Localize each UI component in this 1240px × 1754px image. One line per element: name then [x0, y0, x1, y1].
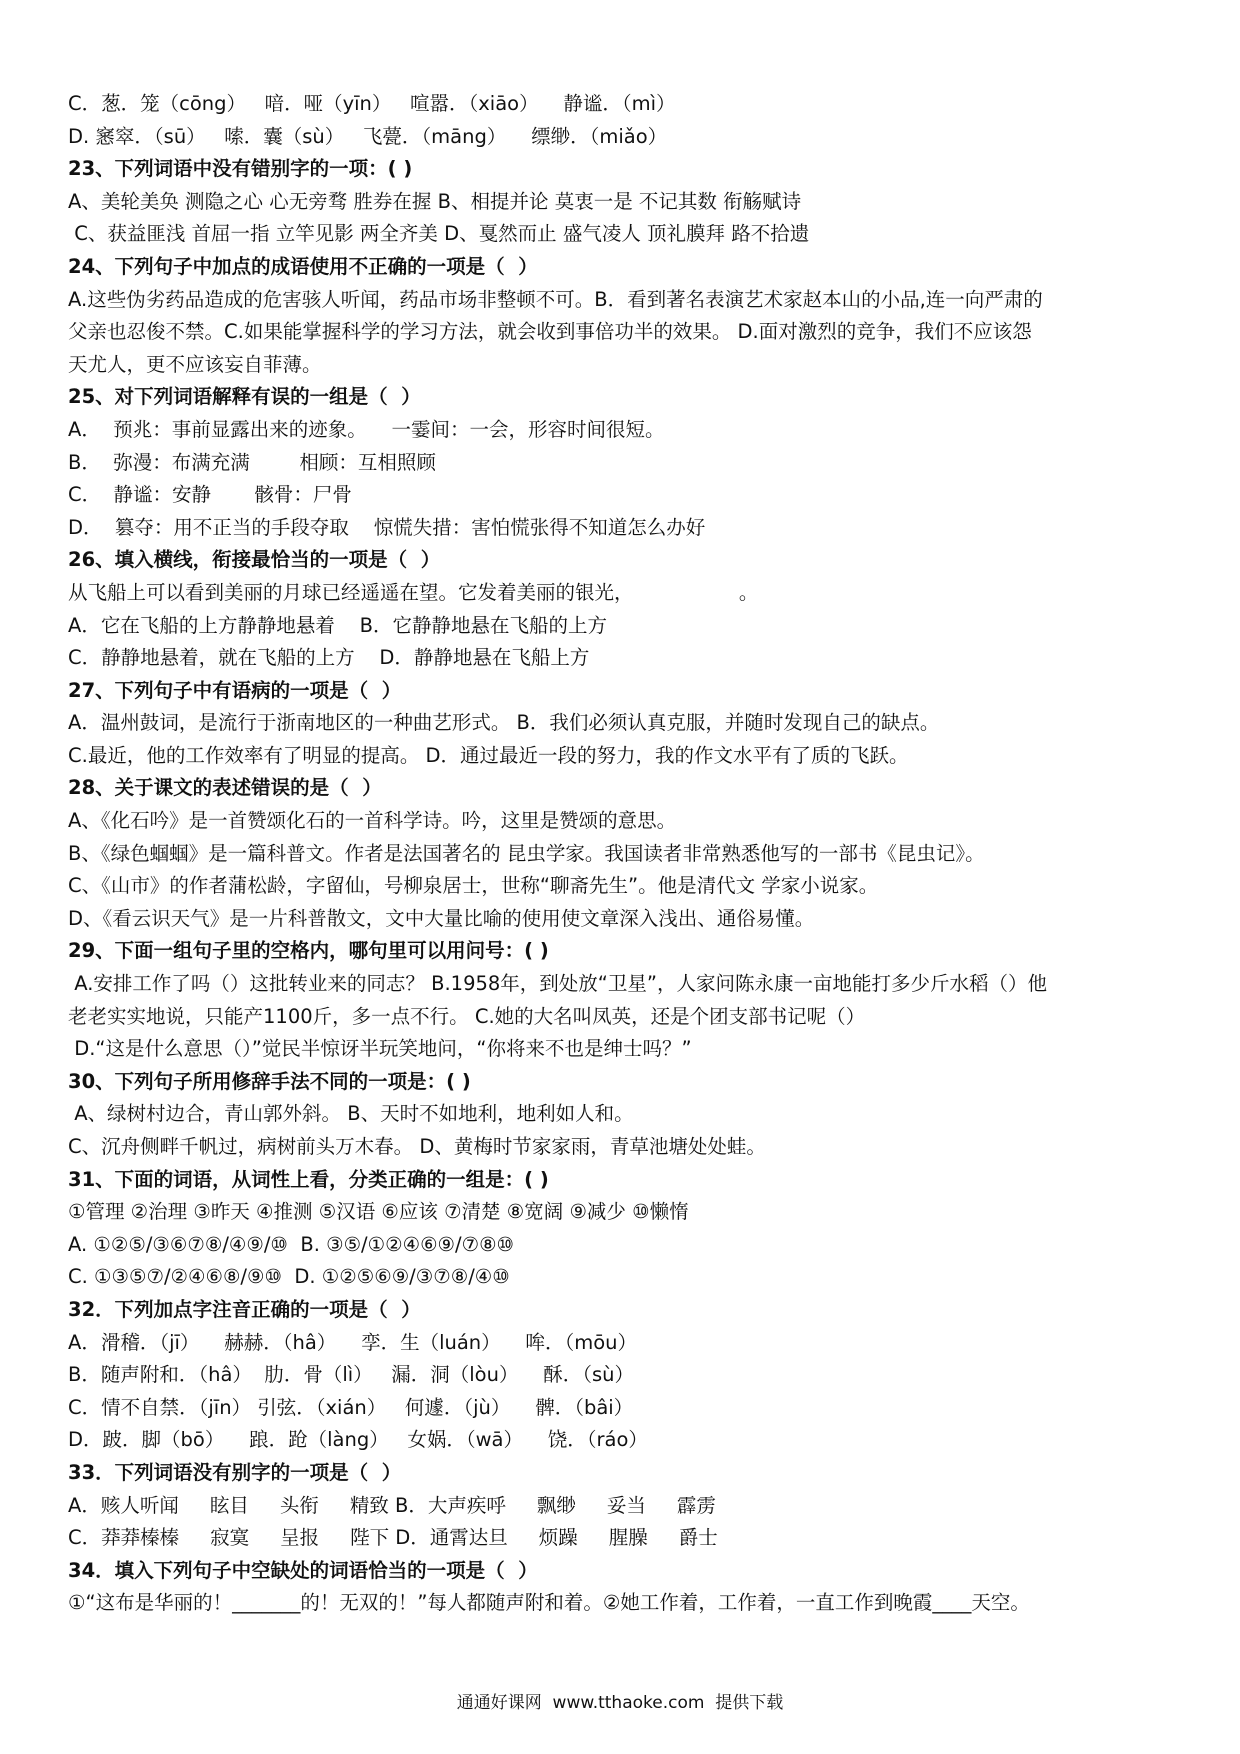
text-line: 从飞船上可以看到美丽的月球已经遥遥在望。它发着美丽的银光， 。: [68, 580, 759, 604]
question-heading: 28、关于课文的表述错误的是（ ）: [68, 776, 382, 800]
text-line: A．赅人听闻 眩目 头衔 精致 B．大声疾呼 飘缈 妥当 霹雳: [68, 1493, 716, 1517]
text-line: A．温州鼓词，是流行于浙南地区的一种曲艺形式。 B．我们必须认真克服，并随时发现自己的缺点。: [68, 711, 940, 735]
question-heading: 23、下列词语中没有错别字的一项：( ): [68, 157, 413, 181]
text-line: 老老实实地说，只能产1100斤，多一点不行。 C.她的大名叫凤英，还是个团支部书记呢（）: [68, 1004, 866, 1028]
question-heading: 33．下列词语没有别字的一项是（ ）: [68, 1460, 402, 1484]
document-body: [68, 88, 1182, 1620]
text-line: D. 窸窣．（sū） 嗦．囊（sù） 飞甍．（māng） 缥缈．（miǎo）: [68, 124, 668, 148]
page-footer: 通通好课网 www.tthaoke.com 提供下载: [456, 1693, 784, 1713]
text-line: C． 静谧：安静 骸骨：尸骨: [68, 483, 352, 507]
text-line: C、沉舟侧畔千帆过，病树前头万木春。 D、黄梅时节家家雨，青草池塘处处蛙。: [68, 1135, 766, 1158]
text-line: D.“这是什么意思（）”觉民半惊讶半玩笑地问，“你将来不也是绅士吗？”: [68, 1037, 692, 1061]
text-line: A.安排工作了吗（）这批转业来的同志？ B.1958年，到处放“卫星”，人家问陈永康一亩地能打多少斤水稻（）他: [68, 972, 1047, 996]
question-heading: 31、下面的词语，从词性上看，分类正确的一组是：( ): [68, 1167, 549, 1191]
text-line: D． 篡夺：用不正当的手段夺取 惊慌失措：害怕慌张得不知道怎么办好: [68, 515, 706, 539]
text-line: A.这些伪劣药品造成的危害骇人听闻，药品市场非整顿不可。B．看到著名表演艺术家赵本山的小品,连一向严肃的: [68, 287, 1043, 311]
question-heading: 32．下列加点字注音正确的一项是（ ）: [68, 1297, 421, 1321]
question-heading: 26、填入横线，衔接最恰当的一项是（ ）: [68, 548, 441, 572]
question-heading: 25、对下列词语解释有误的一组是（ ）: [68, 385, 421, 409]
text-line: A. ①②⑤/③⑥⑦⑧/④⑨/⑩ B. ③⑤/①②④⑥⑨/⑦⑧⑩: [68, 1232, 515, 1256]
text-line: B． 弥漫：布满充满 相顾：互相照顾: [68, 450, 436, 474]
question-heading: 29、下面一组句子里的空格内，哪句里可以用问号：( ): [68, 939, 549, 963]
text-line: 父亲也忍俊不禁。C.如果能掌握科学的学习方法，就会收到事倍功半的效果。 D.面对激烈的竞争，我们不应该怨: [68, 320, 1032, 344]
text-line: ①“这布是华丽的！_______的！无双的！”每人都随声附和着。②她工作着，工作着，一直工作到晚霞____天空。: [68, 1591, 1030, 1615]
text-line: D．跛．脚（bō） 踉．跄（làng） 女娲．（wā） 饶．（ráo）: [68, 1428, 648, 1452]
question-heading: 24、下列句子中加点的成语使用不正确的一项是（ ）: [68, 254, 538, 278]
text-line: ①管理 ②治理 ③昨天 ④推测 ⑤汉语 ⑥应该 ⑦清楚 ⑧宽阔 ⑨减少 ⑩懒惰: [68, 1200, 689, 1224]
text-line: C．情不自禁．（jīn） 引弦．（xián） 何遽．（jù） 髀．（bâi）: [68, 1395, 634, 1419]
text-line: D、《看云识天气》是一片科普散文，文中大量比喻的使用使文章深入浅出、通俗易懂。: [68, 906, 815, 930]
text-line: A、美轮美奂 测隐之心 心无旁骛 胜券在握 B、相提并论 莫衷一是 不记其数 衔觞赋诗: [68, 189, 802, 213]
question-heading: 27、下列句子中有语病的一项是（ ）: [68, 678, 402, 702]
text-line: C.最近，他的工作效率有了明显的提高。 D．通过最近一段的努力，我的作文水平有了质的飞跃。: [68, 743, 909, 767]
text-line: A． 预兆：事前显露出来的迹象。 一霎间：一会，形容时间很短。: [68, 417, 665, 441]
text-line: A．滑稽．（jī） 赫赫．（hâ） 孪．生（luán） 哞．（mōu）: [68, 1330, 637, 1354]
text-line: A、绿树村边合，青山郭外斜。 B、天时不如地利，地利如人和。: [68, 1102, 634, 1126]
text-line: B、《绿色蝈蝈》是一篇科普文。作者是法国著名的 昆虫学家。我国读者非常熟悉他写的一部书《昆虫记》。: [68, 841, 985, 865]
text-line: A、《化石吟》是一首赞颂化石的一首科学诗。吟，这里是赞颂的意思。: [68, 809, 677, 833]
text-line: C．葱．笼（cōng） 喑．哑（yīn） 喧嚣．（xiāo） 静谧．（mì）: [68, 92, 676, 115]
text-line: C、《山市》的作者蒲松龄，字留仙，号柳泉居士，世称“聊斋先生”。他是清代文 学家小说家。: [68, 874, 879, 898]
question-heading: 34．填入下列句子中空缺处的词语恰当的一项是（ ）: [68, 1558, 538, 1582]
text-line: 天尤人，更不应该妄自菲薄。: [68, 352, 322, 376]
text-line: C．静静地悬着，就在飞船的上方 D．静静地悬在飞船上方: [68, 646, 590, 670]
text-line: C. ①③⑤⑦/②④⑥⑧/⑨⑩ D. ①②⑤⑥⑨/③⑦⑧/④⑩: [68, 1265, 510, 1289]
text-line: B．随声附和．（hâ） 肋．骨（lì） 漏．洞（lòu） 酥．（sù）: [68, 1363, 635, 1387]
question-heading: 30、下列句子所用修辞手法不同的一项是：( ): [68, 1069, 471, 1093]
text-line: A．它在飞船的上方静静地悬着 B．它静静地悬在飞船的上方: [68, 613, 608, 637]
text-line: C、获益匪浅 首屈一指 立竿见影 两全齐美 D、戛然而止 盛气凌人 顶礼膜拜 路不拾遗: [68, 222, 810, 246]
text-line: C．莽莽榛榛 寂寞 呈报 陛下 D．通霄达旦 烦躁 腥臊 爵士: [68, 1526, 718, 1550]
